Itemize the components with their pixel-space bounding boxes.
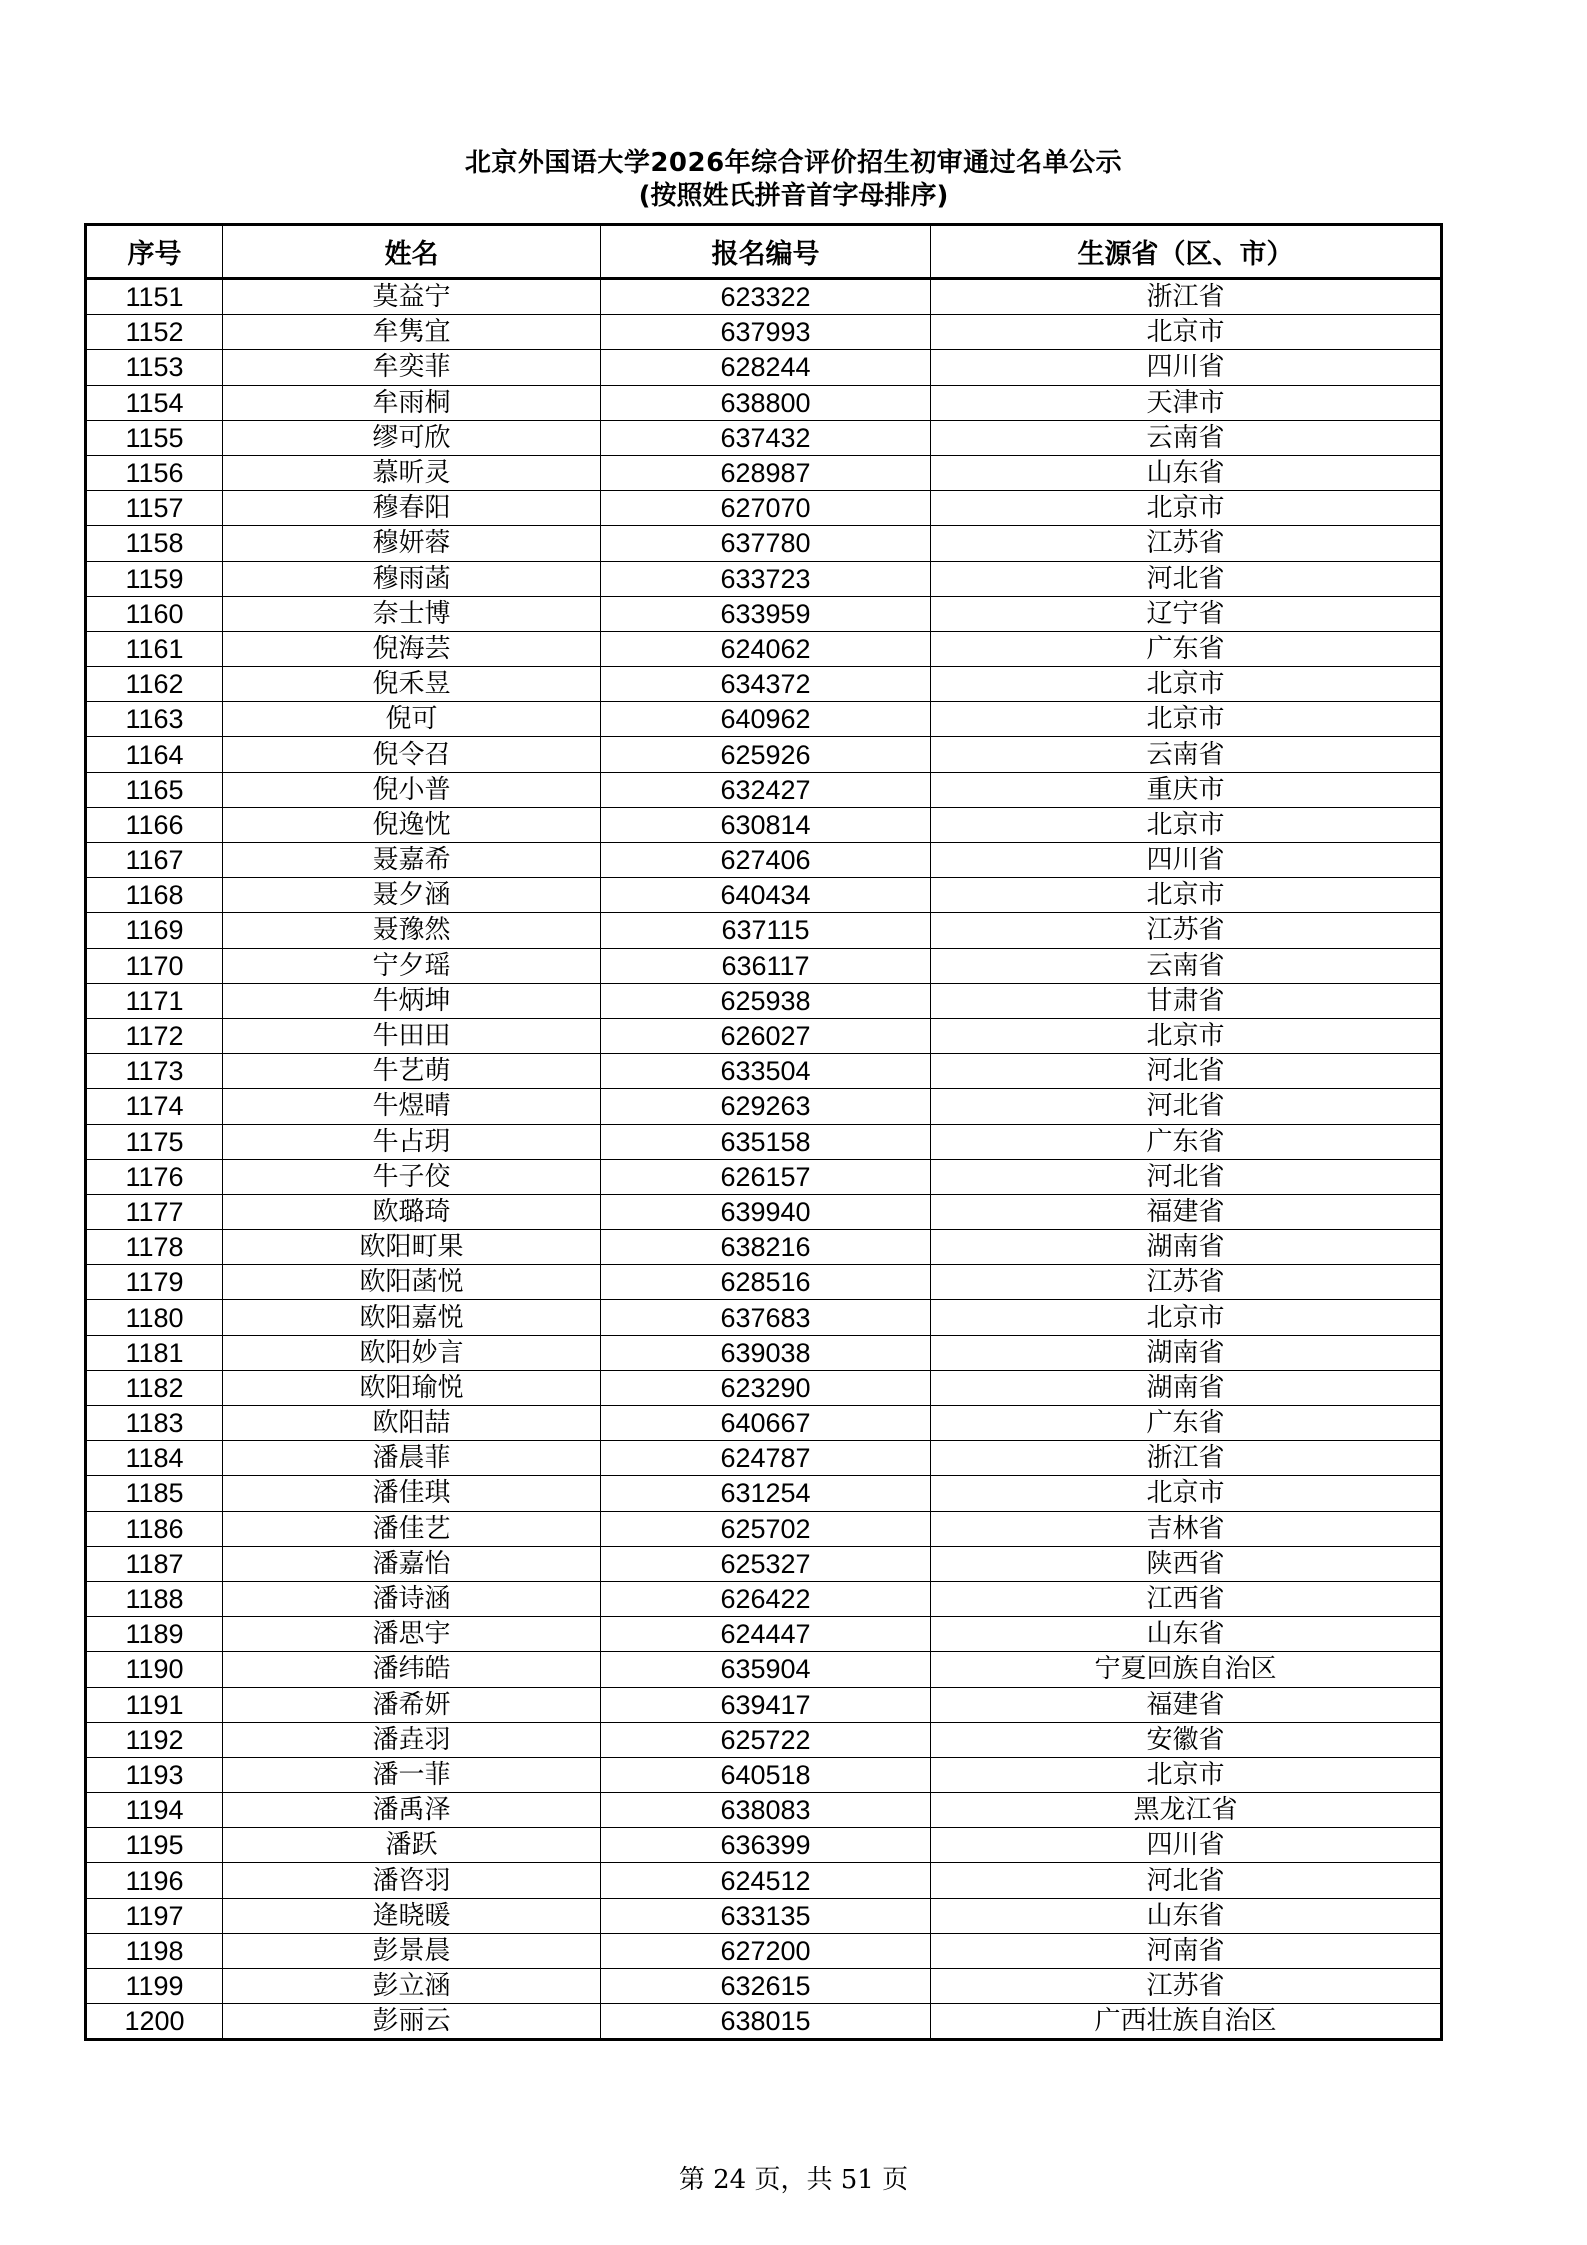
- reg-number-cell: 628516: [601, 1265, 931, 1300]
- province-cell: 北京市: [931, 878, 1442, 913]
- seq-cell: 1193: [86, 1757, 223, 1792]
- reg-number-cell: 633959: [601, 596, 931, 631]
- name-cell: 牛煜晴: [223, 1089, 601, 1124]
- table-row: [86, 1335, 1442, 1370]
- table-row: [86, 737, 1442, 772]
- name-cell: 倪禾昱: [223, 667, 601, 702]
- reg-number-cell: 627406: [601, 843, 931, 878]
- table-row: [86, 1441, 1442, 1476]
- province-cell: 四川省: [931, 1828, 1442, 1863]
- province-cell: 江苏省: [931, 1969, 1442, 2004]
- reg-number-cell: 639940: [601, 1194, 931, 1229]
- reg-number-cell: 625327: [601, 1546, 931, 1581]
- header-province: 生源省（区、市）: [931, 225, 1442, 279]
- table-row: [86, 596, 1442, 631]
- reg-number-cell: 640434: [601, 878, 931, 913]
- seq-cell: 1190: [86, 1652, 223, 1687]
- seq-cell: 1158: [86, 526, 223, 561]
- province-cell: 河北省: [931, 1863, 1442, 1898]
- reg-number-cell: 637432: [601, 420, 931, 455]
- province-cell: 广西壮族自治区: [931, 2004, 1442, 2040]
- province-cell: 甘肃省: [931, 983, 1442, 1018]
- reg-number-cell: 625702: [601, 1511, 931, 1546]
- name-cell: 宁夕瑶: [223, 948, 601, 983]
- province-cell: 云南省: [931, 948, 1442, 983]
- province-cell: 山东省: [931, 1617, 1442, 1652]
- seq-cell: 1197: [86, 1898, 223, 1933]
- name-cell: 牛占玥: [223, 1124, 601, 1159]
- table-row: [86, 807, 1442, 842]
- reg-number-cell: 623322: [601, 279, 931, 315]
- table-row: [86, 1757, 1442, 1792]
- header-reg-number: 报名编号: [601, 225, 931, 279]
- province-cell: 北京市: [931, 491, 1442, 526]
- name-cell: 欧阳妙言: [223, 1335, 601, 1370]
- province-cell: 陕西省: [931, 1546, 1442, 1581]
- reg-number-cell: 638216: [601, 1230, 931, 1265]
- table-row: [86, 1933, 1442, 1968]
- province-cell: 云南省: [931, 420, 1442, 455]
- seq-cell: 1151: [86, 279, 223, 315]
- table-row: [86, 983, 1442, 1018]
- reg-number-cell: 633723: [601, 561, 931, 596]
- name-cell: 聂嘉希: [223, 843, 601, 878]
- reg-number-cell: 638800: [601, 385, 931, 420]
- table-row: [86, 315, 1442, 350]
- seq-cell: 1187: [86, 1546, 223, 1581]
- name-cell: 倪可: [223, 702, 601, 737]
- title-block: [0, 146, 1587, 212]
- name-cell: 潘希妍: [223, 1687, 601, 1722]
- table-row: [86, 948, 1442, 983]
- province-cell: 黑龙江省: [931, 1793, 1442, 1828]
- table-row: [86, 491, 1442, 526]
- table-row: [86, 1687, 1442, 1722]
- table-row: [86, 1476, 1442, 1511]
- reg-number-cell: 637780: [601, 526, 931, 561]
- province-cell: 北京市: [931, 1018, 1442, 1053]
- table-row: [86, 913, 1442, 948]
- reg-number-cell: 637683: [601, 1300, 931, 1335]
- seq-cell: 1194: [86, 1793, 223, 1828]
- name-cell: 欧阳町果: [223, 1230, 601, 1265]
- table-header-row: [86, 225, 1442, 279]
- name-cell: 奈士博: [223, 596, 601, 631]
- seq-cell: 1172: [86, 1018, 223, 1053]
- table-row: [86, 385, 1442, 420]
- reg-number-cell: 638083: [601, 1793, 931, 1828]
- reg-number-cell: 626422: [601, 1581, 931, 1616]
- seq-cell: 1192: [86, 1722, 223, 1757]
- table-row: [86, 1722, 1442, 1757]
- province-cell: 河南省: [931, 1933, 1442, 1968]
- reg-number-cell: 640667: [601, 1406, 931, 1441]
- reg-number-cell: 636399: [601, 1828, 931, 1863]
- seq-cell: 1162: [86, 667, 223, 702]
- table-row: [86, 1969, 1442, 2004]
- seq-cell: 1175: [86, 1124, 223, 1159]
- seq-cell: 1180: [86, 1300, 223, 1335]
- name-cell: 欧阳嘉悦: [223, 1300, 601, 1335]
- province-cell: 北京市: [931, 807, 1442, 842]
- province-cell: 北京市: [931, 1757, 1442, 1792]
- name-cell: 潘佳琪: [223, 1476, 601, 1511]
- seq-cell: 1164: [86, 737, 223, 772]
- province-cell: 福建省: [931, 1194, 1442, 1229]
- table-row: [86, 1018, 1442, 1053]
- seq-cell: 1185: [86, 1476, 223, 1511]
- seq-cell: 1156: [86, 455, 223, 490]
- name-cell: 潘一菲: [223, 1757, 601, 1792]
- reg-number-cell: 637115: [601, 913, 931, 948]
- seq-cell: 1170: [86, 948, 223, 983]
- name-cell: 潘纬皓: [223, 1652, 601, 1687]
- seq-cell: 1152: [86, 315, 223, 350]
- name-cell: 逄晓暖: [223, 1898, 601, 1933]
- province-cell: 山东省: [931, 1898, 1442, 1933]
- table-row: [86, 878, 1442, 913]
- seq-cell: 1182: [86, 1370, 223, 1405]
- seq-cell: 1153: [86, 350, 223, 385]
- seq-cell: 1166: [86, 807, 223, 842]
- seq-cell: 1157: [86, 491, 223, 526]
- table-row: [86, 279, 1442, 315]
- table-row: [86, 1194, 1442, 1229]
- name-cell: 彭景晨: [223, 1933, 601, 1968]
- table-row: [86, 1652, 1442, 1687]
- province-cell: 广东省: [931, 631, 1442, 666]
- table-row: [86, 420, 1442, 455]
- name-cell: 牟奕菲: [223, 350, 601, 385]
- name-cell: 彭丽云: [223, 2004, 601, 2040]
- reg-number-cell: 634372: [601, 667, 931, 702]
- seq-cell: 1167: [86, 843, 223, 878]
- document-subtitle: (按照姓氏拼音首字母排序): [638, 181, 949, 211]
- name-cell: 慕昕灵: [223, 455, 601, 490]
- reg-number-cell: 624787: [601, 1441, 931, 1476]
- table-row: [86, 1546, 1442, 1581]
- reg-number-cell: 626157: [601, 1159, 931, 1194]
- name-cell: 聂豫然: [223, 913, 601, 948]
- name-cell: 牟雨桐: [223, 385, 601, 420]
- table-row: [86, 772, 1442, 807]
- header-name: 姓名: [223, 225, 601, 279]
- table-row: [86, 1793, 1442, 1828]
- name-cell: 牛炳坤: [223, 983, 601, 1018]
- table-row: [86, 1511, 1442, 1546]
- table-row: [86, 1863, 1442, 1898]
- seq-cell: 1163: [86, 702, 223, 737]
- name-cell: 牛艺萌: [223, 1054, 601, 1089]
- province-cell: 云南省: [931, 737, 1442, 772]
- name-cell: 穆妍蓉: [223, 526, 601, 561]
- name-cell: 潘晨菲: [223, 1441, 601, 1476]
- table-row: [86, 1898, 1442, 1933]
- seq-cell: 1195: [86, 1828, 223, 1863]
- reg-number-cell: 633504: [601, 1054, 931, 1089]
- province-cell: 北京市: [931, 315, 1442, 350]
- seq-cell: 1160: [86, 596, 223, 631]
- seq-cell: 1196: [86, 1863, 223, 1898]
- reg-number-cell: 640518: [601, 1757, 931, 1792]
- name-cell: 倪小普: [223, 772, 601, 807]
- province-cell: 四川省: [931, 843, 1442, 878]
- seq-cell: 1184: [86, 1441, 223, 1476]
- seq-cell: 1165: [86, 772, 223, 807]
- province-cell: 广东省: [931, 1406, 1442, 1441]
- table-body: [86, 279, 1442, 2040]
- province-cell: 福建省: [931, 1687, 1442, 1722]
- seq-cell: 1177: [86, 1194, 223, 1229]
- seq-cell: 1189: [86, 1617, 223, 1652]
- province-cell: 江苏省: [931, 913, 1442, 948]
- reg-number-cell: 640962: [601, 702, 931, 737]
- seq-cell: 1178: [86, 1230, 223, 1265]
- table-row: [86, 1089, 1442, 1124]
- reg-number-cell: 627070: [601, 491, 931, 526]
- table-row: [86, 1124, 1442, 1159]
- reg-number-cell: 624447: [601, 1617, 931, 1652]
- name-cell: 莫益宁: [223, 279, 601, 315]
- table-row: [86, 1617, 1442, 1652]
- province-cell: 河北省: [931, 1089, 1442, 1124]
- seq-cell: 1186: [86, 1511, 223, 1546]
- seq-cell: 1183: [86, 1406, 223, 1441]
- reg-number-cell: 633135: [601, 1898, 931, 1933]
- name-cell: 潘思宇: [223, 1617, 601, 1652]
- province-cell: 河北省: [931, 1159, 1442, 1194]
- province-cell: 北京市: [931, 1300, 1442, 1335]
- name-cell: 倪逸忱: [223, 807, 601, 842]
- reg-number-cell: 628244: [601, 350, 931, 385]
- name-cell: 欧阳瑜悦: [223, 1370, 601, 1405]
- province-cell: 湖南省: [931, 1335, 1442, 1370]
- reg-number-cell: 627200: [601, 1933, 931, 1968]
- seq-cell: 1191: [86, 1687, 223, 1722]
- table-row: [86, 2004, 1442, 2040]
- province-cell: 浙江省: [931, 279, 1442, 315]
- seq-cell: 1173: [86, 1054, 223, 1089]
- reg-number-cell: 635158: [601, 1124, 931, 1159]
- name-cell: 欧阳喆: [223, 1406, 601, 1441]
- province-cell: 宁夏回族自治区: [931, 1652, 1442, 1687]
- name-cell: 倪海芸: [223, 631, 601, 666]
- table-row: [86, 667, 1442, 702]
- name-cell: 潘嘉怡: [223, 1546, 601, 1581]
- name-cell: 倪令召: [223, 737, 601, 772]
- table-row: [86, 1300, 1442, 1335]
- table-row: [86, 1370, 1442, 1405]
- table-row: [86, 350, 1442, 385]
- reg-number-cell: 632427: [601, 772, 931, 807]
- seq-cell: 1169: [86, 913, 223, 948]
- reg-number-cell: 625722: [601, 1722, 931, 1757]
- reg-number-cell: 636117: [601, 948, 931, 983]
- province-cell: 北京市: [931, 1476, 1442, 1511]
- name-cell: 牛子佼: [223, 1159, 601, 1194]
- reg-number-cell: 625926: [601, 737, 931, 772]
- name-cell: 牛田田: [223, 1018, 601, 1053]
- seq-cell: 1176: [86, 1159, 223, 1194]
- province-cell: 湖南省: [931, 1230, 1442, 1265]
- province-cell: 河北省: [931, 561, 1442, 596]
- table-row: [86, 843, 1442, 878]
- name-cell: 彭立涵: [223, 1969, 601, 2004]
- province-cell: 江苏省: [931, 526, 1442, 561]
- name-cell: 潘诗涵: [223, 1581, 601, 1616]
- province-cell: 河北省: [931, 1054, 1442, 1089]
- province-cell: 广东省: [931, 1124, 1442, 1159]
- seq-cell: 1155: [86, 420, 223, 455]
- document-title: 北京外国语大学2026年综合评价招生初审通过名单公示: [464, 148, 1123, 178]
- reg-number-cell: 628987: [601, 455, 931, 490]
- table-row: [86, 1265, 1442, 1300]
- province-cell: 北京市: [931, 667, 1442, 702]
- province-cell: 天津市: [931, 385, 1442, 420]
- province-cell: 吉林省: [931, 1511, 1442, 1546]
- reg-number-cell: 629263: [601, 1089, 931, 1124]
- seq-cell: 1179: [86, 1265, 223, 1300]
- province-cell: 江西省: [931, 1581, 1442, 1616]
- seq-cell: 1200: [86, 2004, 223, 2040]
- seq-cell: 1181: [86, 1335, 223, 1370]
- table-row: [86, 1054, 1442, 1089]
- table-row: [86, 526, 1442, 561]
- table-row: [86, 561, 1442, 596]
- seq-cell: 1161: [86, 631, 223, 666]
- name-cell: 潘垚羽: [223, 1722, 601, 1757]
- province-cell: 重庆市: [931, 772, 1442, 807]
- reg-number-cell: 623290: [601, 1370, 931, 1405]
- province-cell: 山东省: [931, 455, 1442, 490]
- table-row: [86, 1406, 1442, 1441]
- reg-number-cell: 635904: [601, 1652, 931, 1687]
- province-cell: 辽宁省: [931, 596, 1442, 631]
- province-cell: 浙江省: [931, 1441, 1442, 1476]
- seq-cell: 1154: [86, 385, 223, 420]
- reg-number-cell: 632615: [601, 1969, 931, 2004]
- name-cell: 潘咨羽: [223, 1863, 601, 1898]
- name-cell: 欧璐琦: [223, 1194, 601, 1229]
- name-cell: 潘禹泽: [223, 1793, 601, 1828]
- reg-number-cell: 639038: [601, 1335, 931, 1370]
- seq-cell: 1174: [86, 1089, 223, 1124]
- table-row: [86, 1159, 1442, 1194]
- province-cell: 四川省: [931, 350, 1442, 385]
- name-cell: 潘佳艺: [223, 1511, 601, 1546]
- province-cell: 湖南省: [931, 1370, 1442, 1405]
- name-cell: 缪可欣: [223, 420, 601, 455]
- table-row: [86, 702, 1442, 737]
- reg-number-cell: 638015: [601, 2004, 931, 2040]
- seq-cell: 1168: [86, 878, 223, 913]
- seq-cell: 1199: [86, 1969, 223, 2004]
- reg-number-cell: 624062: [601, 631, 931, 666]
- table-row: [86, 631, 1442, 666]
- table-row: [86, 455, 1442, 490]
- seq-cell: 1198: [86, 1933, 223, 1968]
- reg-number-cell: 639417: [601, 1687, 931, 1722]
- table-row: [86, 1230, 1442, 1265]
- admission-list-table: [84, 223, 1443, 2041]
- reg-number-cell: 626027: [601, 1018, 931, 1053]
- name-cell: 牟隽宜: [223, 315, 601, 350]
- reg-number-cell: 631254: [601, 1476, 931, 1511]
- reg-number-cell: 625938: [601, 983, 931, 1018]
- table-row: [86, 1581, 1442, 1616]
- page-footer: 第 24 页，共 51 页: [678, 2165, 909, 2195]
- seq-cell: 1159: [86, 561, 223, 596]
- name-cell: 潘跃: [223, 1828, 601, 1863]
- province-cell: 江苏省: [931, 1265, 1442, 1300]
- name-cell: 欧阳菡悦: [223, 1265, 601, 1300]
- seq-cell: 1188: [86, 1581, 223, 1616]
- name-cell: 穆春阳: [223, 491, 601, 526]
- province-cell: 北京市: [931, 702, 1442, 737]
- province-cell: 安徽省: [931, 1722, 1442, 1757]
- table-row: [86, 1828, 1442, 1863]
- name-cell: 穆雨菡: [223, 561, 601, 596]
- seq-cell: 1171: [86, 983, 223, 1018]
- reg-number-cell: 624512: [601, 1863, 931, 1898]
- name-cell: 聂夕涵: [223, 878, 601, 913]
- reg-number-cell: 637993: [601, 315, 931, 350]
- header-seq: 序号: [86, 225, 223, 279]
- reg-number-cell: 630814: [601, 807, 931, 842]
